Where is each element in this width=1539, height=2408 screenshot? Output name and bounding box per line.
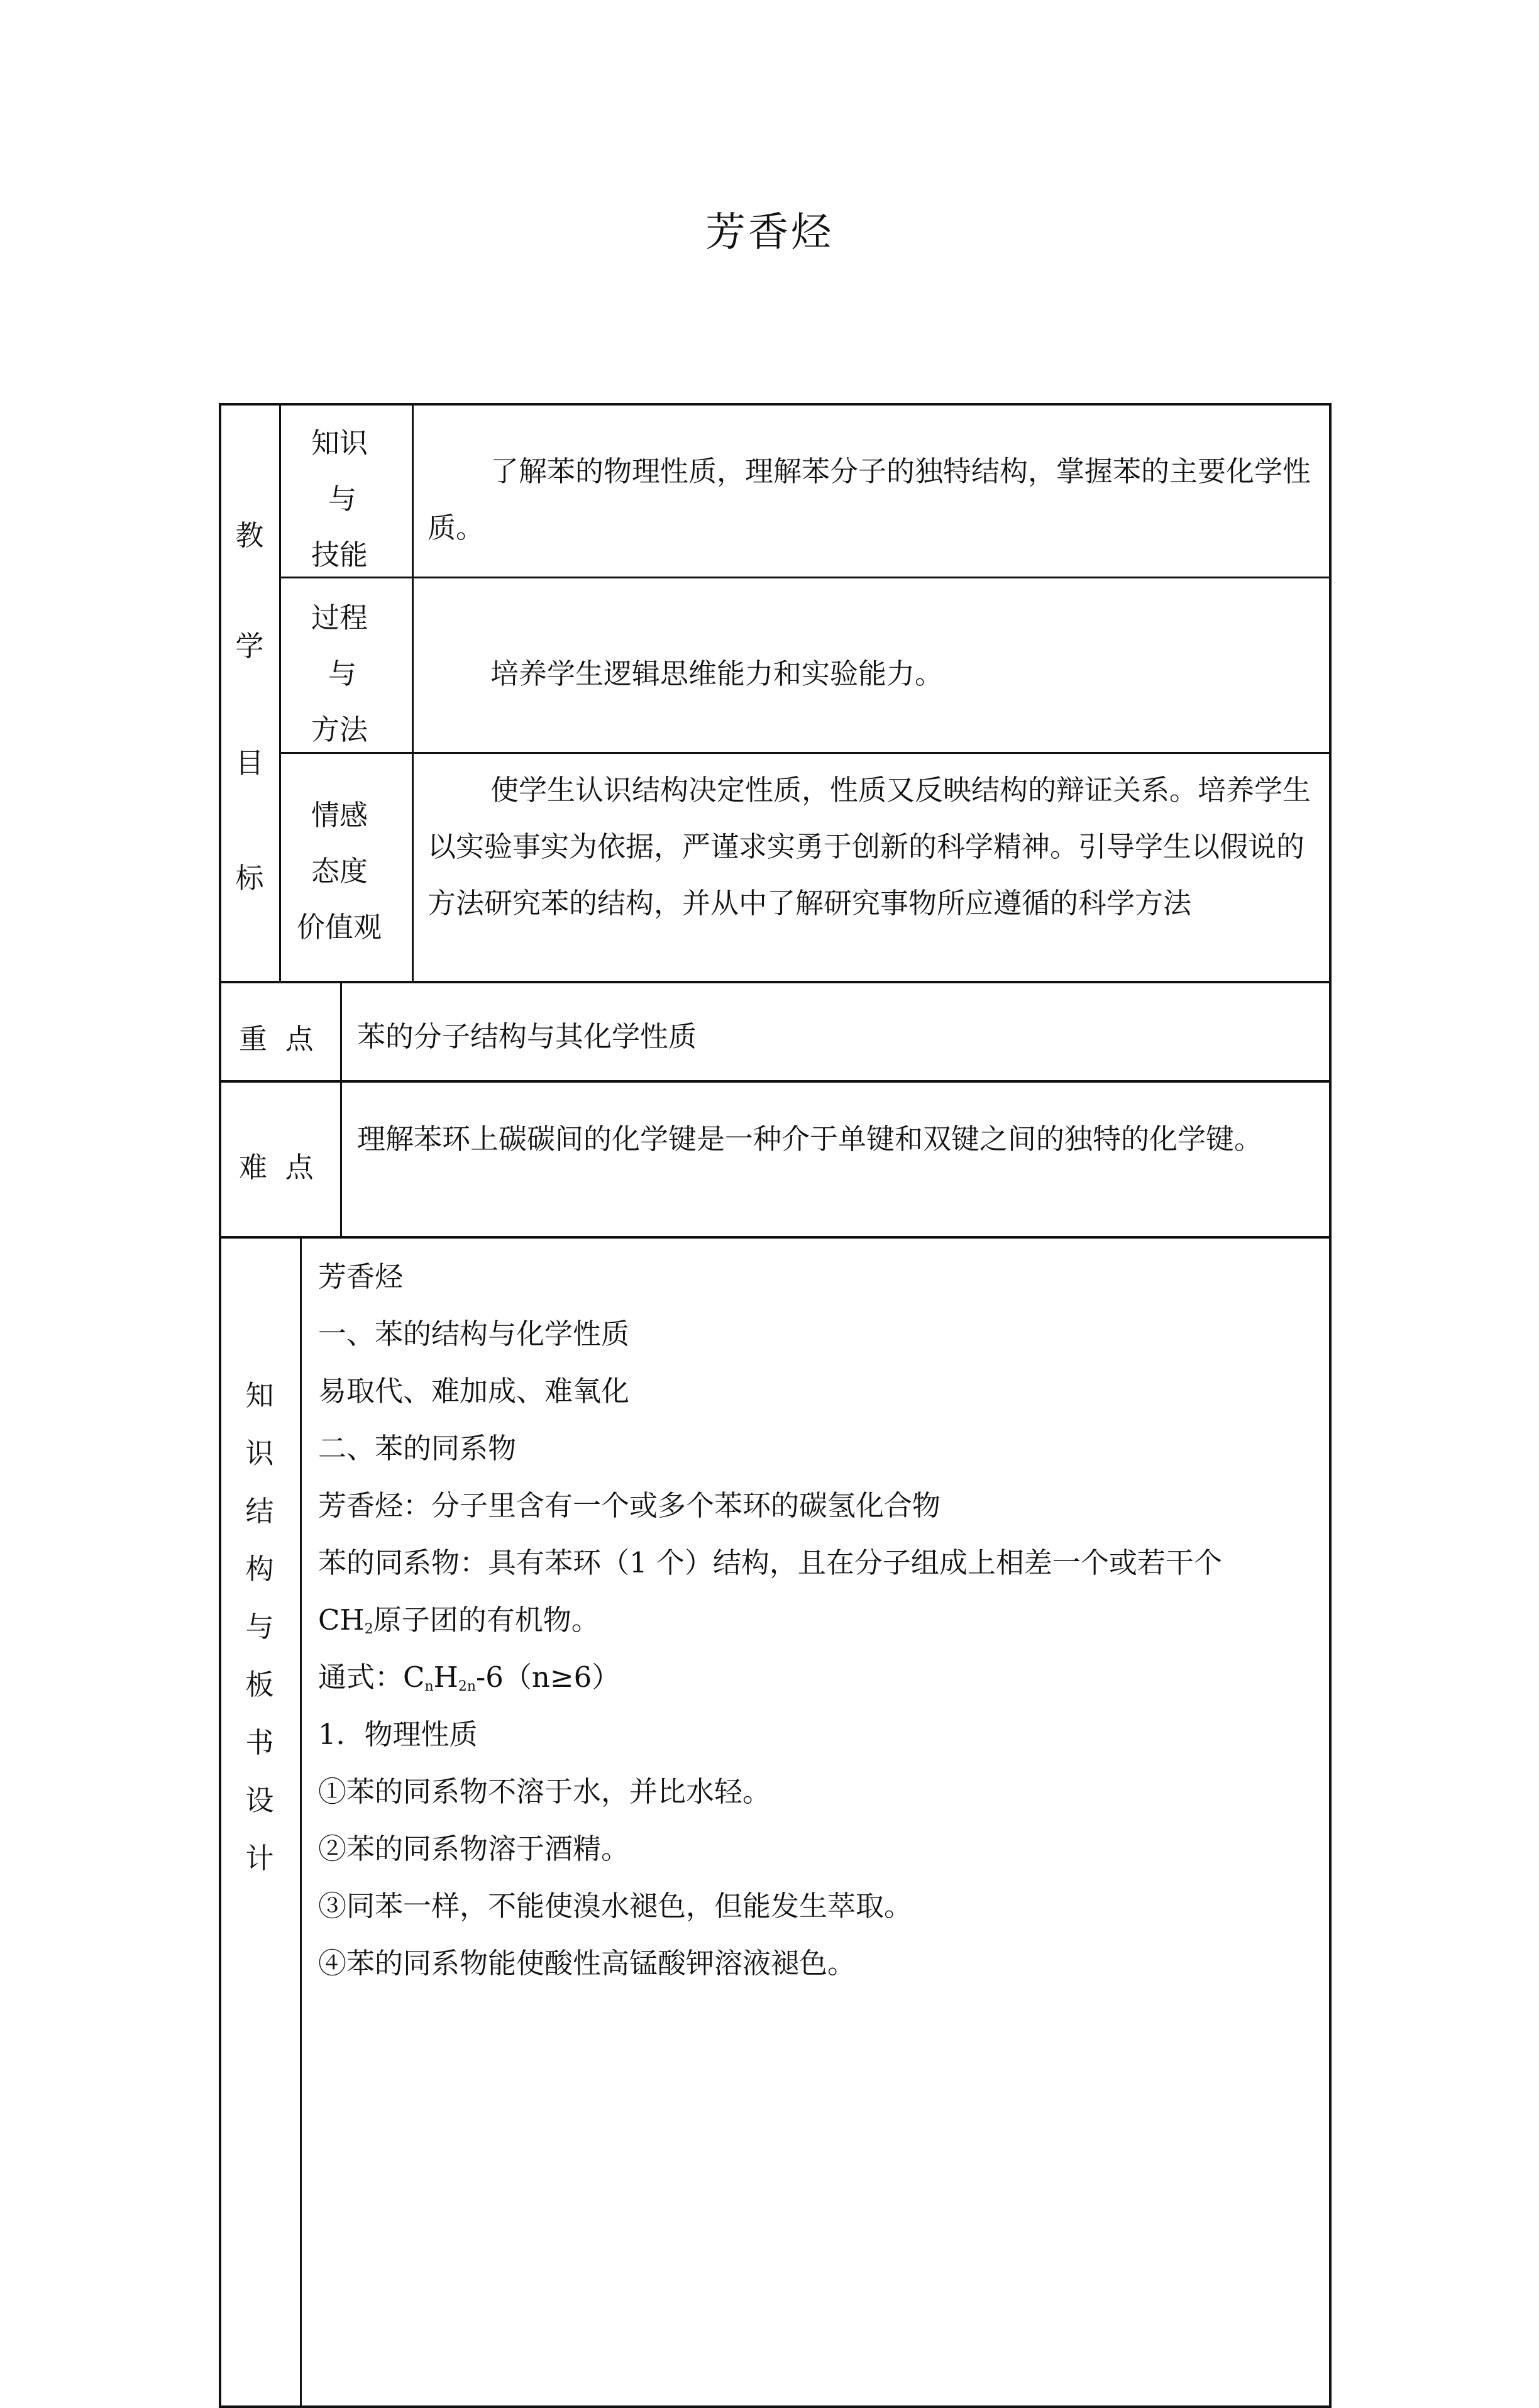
board-line-text: 通式： xyxy=(318,1660,404,1694)
side-char: 构 xyxy=(245,1552,274,1586)
divider xyxy=(219,981,1332,983)
table-border-top xyxy=(219,403,1332,406)
board-line xyxy=(318,1592,600,1649)
label-line: 价值观 xyxy=(297,910,382,944)
divider xyxy=(300,1237,302,2407)
formula-general xyxy=(403,1660,476,1694)
side-char: 板 xyxy=(245,1668,274,1701)
board-line: ②苯的同系物溶于酒精。 xyxy=(318,1832,630,1865)
difficult-point-content: 理解苯环上碳碳间的化学键是一种介于单键和双键之间的独特的化学键。 xyxy=(357,1122,1263,1156)
board-line: 一、苯的结构与化学性质 xyxy=(318,1317,630,1350)
board-line: 芳香烃 xyxy=(318,1260,404,1293)
divider xyxy=(219,1080,1332,1083)
divider xyxy=(279,403,281,981)
board-line: 二、苯的同系物 xyxy=(318,1432,517,1465)
key-point-content: 苯的分子结构与其化学性质 xyxy=(357,1020,697,1053)
board-line: 苯的同系物：具有苯环（1 个）结构，且在分子组成上相差一个或若干个 xyxy=(318,1546,1222,1579)
side-char: 识 xyxy=(245,1437,274,1470)
objective-content-knowledge: 了解苯的物理性质，理解苯分子的独特结构，掌握苯的主要化学性质。 xyxy=(428,455,1311,544)
side-char: 计 xyxy=(245,1842,274,1875)
label-line: 方法 xyxy=(311,713,368,746)
page-title: 芳香烃 xyxy=(705,209,834,256)
board-line: ①苯的同系物不溶于水，并比水轻。 xyxy=(318,1775,771,1808)
side-char: 设 xyxy=(245,1784,274,1817)
formula-text: H xyxy=(433,1660,458,1694)
board-line: ③同苯一样，不能使溴水褪色，但能发生萃取。 xyxy=(318,1889,913,1923)
board-line: 芳香烃：分子里含有一个或多个苯环的碳氢化合物 xyxy=(318,1489,941,1522)
divider xyxy=(279,752,1330,754)
label-line: 过程 xyxy=(311,601,368,634)
label-line: 与 xyxy=(328,657,357,690)
formula-subscript: 2n xyxy=(458,1679,477,1694)
side-char: 知 xyxy=(245,1379,274,1412)
formula-ch2 xyxy=(318,1603,373,1637)
divider xyxy=(279,577,1330,578)
side-char: 标 xyxy=(235,861,264,895)
side-char: 目 xyxy=(235,746,264,780)
table-border-right xyxy=(1329,403,1332,2408)
side-char: 与 xyxy=(245,1610,274,1643)
formula-text: C xyxy=(403,1660,425,1694)
divider xyxy=(412,403,414,981)
divider xyxy=(219,1236,1332,1239)
formula-ch-text: CH xyxy=(318,1603,365,1637)
formula-subscript: n xyxy=(424,1679,434,1694)
board-line-text: -6（n≥6） xyxy=(476,1660,621,1694)
difficult-point-label: 难 点 xyxy=(239,1151,314,1184)
objective-content-attitude: 使学生认识结构决定性质，性质又反映结构的辩证关系。培养学生以实验事实为依据，严谨求实勇于创新的科学精神。引导学生以假说的方法研究苯的结构，并从中了解研究事物所应遵循的科学方法 xyxy=(428,773,1311,920)
side-char: 学 xyxy=(235,629,264,663)
label-line: 知识 xyxy=(311,426,368,460)
divider xyxy=(340,982,342,1237)
board-line xyxy=(318,1649,620,1706)
board-line: ④苯的同系物能使酸性高锰酸钾溶液褪色。 xyxy=(318,1947,856,1980)
board-line: 易取代、难加成、难氧化 xyxy=(318,1374,630,1408)
objective-content-process: 培养学生逻辑思维能力和实验能力。 xyxy=(490,657,944,690)
side-char: 书 xyxy=(245,1726,274,1759)
key-point-label: 重 点 xyxy=(239,1022,314,1056)
side-char: 结 xyxy=(245,1494,274,1528)
board-line: 1．物理性质 xyxy=(318,1718,478,1751)
table-border-bottom xyxy=(219,2405,1332,2408)
label-line: 情感 xyxy=(311,798,368,832)
side-char: 教 xyxy=(235,519,264,552)
label-line: 与 xyxy=(328,482,357,516)
board-line-text: 原子团的有机物。 xyxy=(373,1603,600,1637)
table-border-left xyxy=(219,403,221,2408)
label-line: 态度 xyxy=(311,854,368,888)
label-line: 技能 xyxy=(311,538,368,572)
formula-subscript: 2 xyxy=(364,1621,373,1637)
